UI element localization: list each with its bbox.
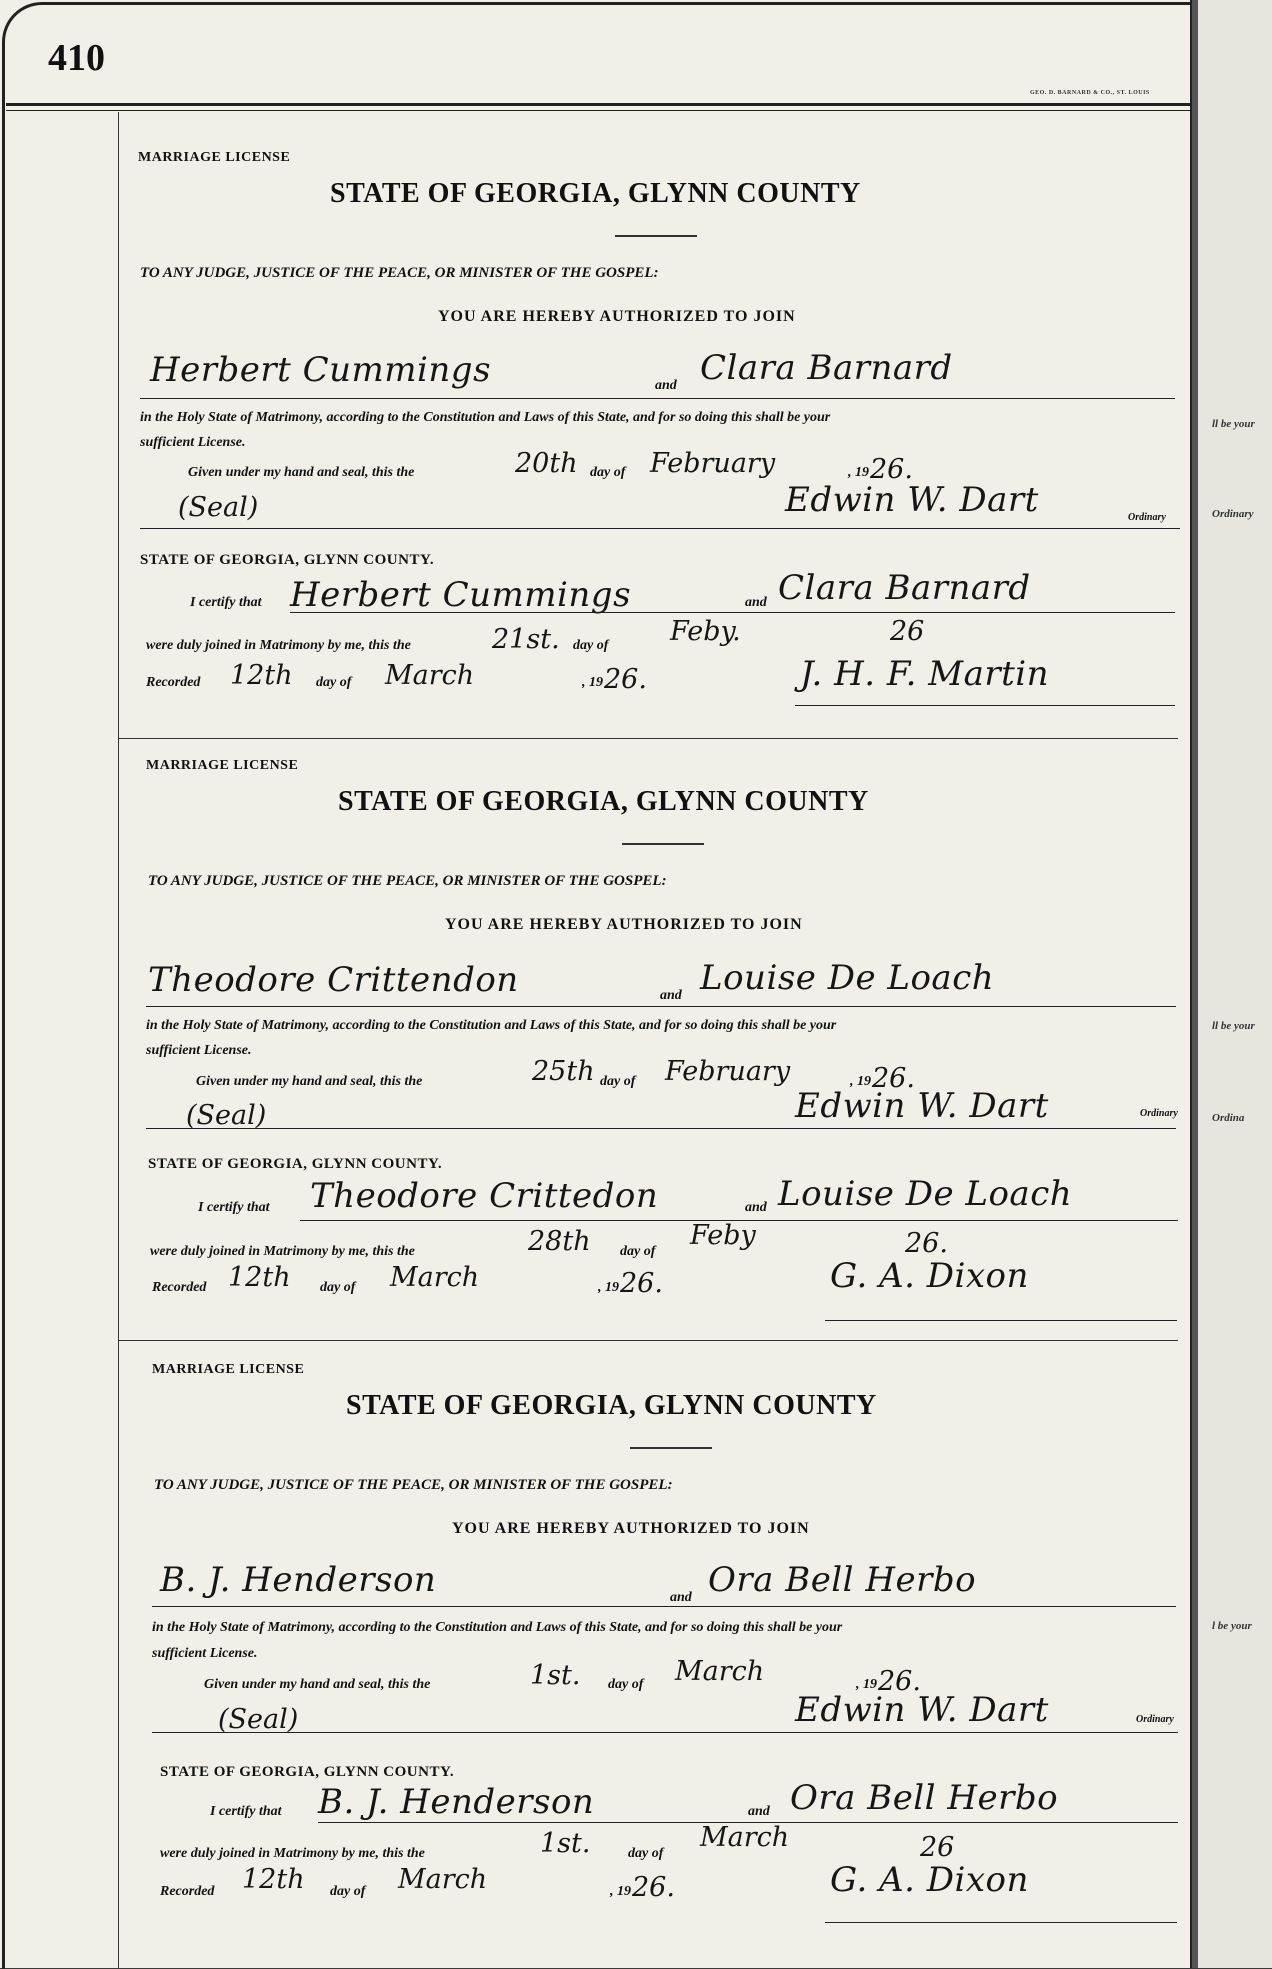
recorded-label: Recorded [152, 1280, 207, 1295]
license-year: 26. [870, 454, 913, 485]
bride-name: Clara Barnard [700, 348, 953, 388]
day-of-label: day of [608, 1677, 644, 1692]
margin-rule [118, 112, 119, 1968]
certify-label: I certify that [198, 1200, 270, 1215]
title-rule [630, 1447, 712, 1449]
header-rule [6, 103, 1192, 106]
title-rule [615, 235, 697, 237]
year-prefix: , 19 [598, 1280, 619, 1295]
married-day: 28th [528, 1226, 591, 1257]
officiant-rule [795, 705, 1175, 706]
officiant-signature: G. A. Dixon [830, 1860, 1029, 1900]
cert-bride-name: Clara Barnard [778, 568, 1031, 608]
recorded-label: Recorded [160, 1884, 215, 1899]
seal-mark: (Seal) [186, 1100, 267, 1131]
ordinary-rule [146, 1128, 1176, 1129]
cert-groom-name: B. J. Henderson [318, 1782, 595, 1822]
married-month: Feby [690, 1220, 756, 1251]
license-heading: MARRIAGE LICENSE [152, 1362, 305, 1377]
matrimony-text: in the Holy State of Matrimony, according to the Constitution and Laws of this State, and for so doing this shall be your [140, 410, 831, 425]
cert-bride-name: Louise De Loach [778, 1174, 1073, 1214]
cert-state: STATE OF GEORGIA, GLYNN COUNTY. [160, 1764, 455, 1780]
state-title: STATE OF GEORGIA, GLYNN COUNTY [338, 786, 869, 817]
recorded-year: 26. [620, 1268, 663, 1299]
recorded-month: March [385, 660, 475, 691]
groom-name: Theodore Crittendon [148, 960, 519, 1000]
license-month: February [665, 1056, 791, 1087]
header-rule-thin [6, 110, 1192, 111]
sufficient-license-text: sufficient License. [140, 435, 246, 450]
officiant-rule [825, 1320, 1177, 1321]
ordinary-rule [152, 1732, 1178, 1733]
and-label: and [660, 988, 682, 1003]
cert-state: STATE OF GEORGIA, GLYNN COUNTY. [140, 552, 435, 568]
license-day: 1st. [530, 1660, 581, 1691]
license-year: 26. [878, 1666, 921, 1697]
recorded-day: 12th [228, 1262, 291, 1293]
ordinary-signature: Edwin W. Dart [795, 1690, 1049, 1730]
year-prefix: , 19 [610, 1884, 631, 1899]
ordinary-label: Ordinary [1140, 1108, 1178, 1119]
license-year: 26. [872, 1063, 915, 1094]
recorded-day: 12th [242, 1864, 305, 1895]
recorded-month: March [390, 1262, 480, 1293]
right-page-fragment: Ordina [1212, 1112, 1245, 1124]
bride-name: Louise De Loach [700, 958, 995, 998]
right-page-fragment: Ordinary [1212, 508, 1254, 520]
ordinary-signature: Edwin W. Dart [785, 480, 1039, 520]
authorized-line: YOU ARE HEREBY AUTHORIZED TO JOIN [438, 308, 796, 325]
matrimony-text: in the Holy State of Matrimony, according to the Constitution and Laws of this State, and for so doing this shall be your [152, 1620, 843, 1635]
officiant-signature: G. A. Dixon [830, 1256, 1029, 1296]
addressee-line: TO ANY JUDGE, JUSTICE OF THE PEACE, OR MINISTER OF THE GOSPEL: [154, 1477, 673, 1493]
joined-text: were duly joined in Matrimony by me, this the [146, 638, 411, 653]
ledger-page-right-edge [1192, 0, 1272, 1968]
addressee-line: TO ANY JUDGE, JUSTICE OF THE PEACE, OR MINISTER OF THE GOSPEL: [140, 265, 659, 281]
cert-bride-name: Ora Bell Herbo [790, 1778, 1059, 1818]
and-label: and [670, 1590, 692, 1605]
license-month: March [675, 1656, 765, 1687]
year-prefix: , 19 [856, 1677, 877, 1692]
certify-label: I certify that [210, 1804, 282, 1819]
names-rule [140, 398, 1175, 399]
cert-groom-name: Herbert Cummings [290, 575, 632, 615]
title-rule [622, 843, 704, 845]
state-title: STATE OF GEORGIA, GLYNN COUNTY [346, 1390, 877, 1421]
right-page-fragment: ll be your [1212, 1020, 1255, 1032]
day-of-label: day of [320, 1280, 356, 1295]
authorized-line: YOU ARE HEREBY AUTHORIZED TO JOIN [445, 916, 803, 933]
ordinary-label: Ordinary [1136, 1714, 1174, 1725]
day-of-label: day of [628, 1846, 664, 1861]
ordinary-signature: Edwin W. Dart [795, 1086, 1049, 1126]
authorized-line: YOU ARE HEREBY AUTHORIZED TO JOIN [452, 1520, 810, 1537]
names-rule [146, 1006, 1176, 1007]
married-year: 26 [920, 1832, 955, 1863]
day-of-label: day of [590, 465, 626, 480]
given-text: Given under my hand and seal, this the [188, 465, 415, 480]
and-label: and [748, 1804, 770, 1819]
recorded-label: Recorded [146, 675, 201, 690]
license-day: 20th [515, 448, 578, 479]
married-month: March [700, 1822, 790, 1853]
recorded-day: 12th [230, 660, 293, 691]
year-prefix: , 19 [850, 1074, 871, 1089]
addressee-line: TO ANY JUDGE, JUSTICE OF THE PEACE, OR MINISTER OF THE GOSPEL: [148, 873, 667, 889]
groom-name: B. J. Henderson [160, 1560, 437, 1600]
state-title: STATE OF GEORGIA, GLYNN COUNTY [330, 178, 861, 209]
ordinary-rule [140, 528, 1180, 529]
seal-mark: (Seal) [218, 1704, 299, 1735]
day-of-label: day of [316, 675, 352, 690]
ordinary-label: Ordinary [1128, 512, 1166, 523]
license-heading: MARRIAGE LICENSE [138, 150, 291, 165]
page-number: 410 [48, 37, 105, 79]
printer-imprint: GEO. D. BARNARD & CO., ST. LOUIS [1030, 90, 1150, 96]
groom-name: Herbert Cummings [150, 350, 492, 390]
and-label: and [745, 595, 767, 610]
given-text: Given under my hand and seal, this the [196, 1074, 423, 1089]
recorded-month: March [398, 1864, 488, 1895]
sufficient-license-text: sufficient License. [146, 1043, 252, 1058]
names-rule [152, 1606, 1176, 1607]
year-prefix: , 19 [582, 675, 603, 690]
and-label: and [655, 378, 677, 393]
year-prefix: , 19 [848, 465, 869, 480]
married-day: 21st. [492, 624, 560, 655]
recorded-year: 26. [604, 664, 647, 695]
officiant-rule [825, 1922, 1177, 1923]
sufficient-license-text: sufficient License. [152, 1646, 258, 1661]
given-text: Given under my hand and seal, this the [204, 1677, 431, 1692]
married-year: 26 [890, 616, 925, 647]
right-page-fragment: l be your [1212, 1620, 1252, 1632]
officiant-signature: J. H. F. Martin [800, 654, 1050, 694]
day-of-label: day of [330, 1884, 366, 1899]
license-heading: MARRIAGE LICENSE [146, 758, 299, 773]
married-day: 1st. [540, 1828, 591, 1859]
joined-text: were duly joined in Matrimony by me, this the [150, 1244, 415, 1259]
license-month: February [650, 448, 776, 479]
cert-names-rule [290, 612, 1175, 613]
record-separator [118, 738, 1178, 739]
cert-groom-name: Theodore Crittedon [310, 1176, 659, 1216]
married-year: 26. [905, 1228, 948, 1259]
right-page-fragment: ll be your [1212, 418, 1255, 430]
day-of-label: day of [620, 1244, 656, 1259]
bride-name: Ora Bell Herbo [708, 1560, 977, 1600]
recorded-year: 26. [632, 1872, 675, 1903]
day-of-label: day of [600, 1074, 636, 1089]
day-of-label: day of [573, 638, 609, 653]
license-day: 25th [532, 1056, 595, 1087]
joined-text: were duly joined in Matrimony by me, this the [160, 1846, 425, 1861]
seal-mark: (Seal) [178, 492, 259, 523]
record-separator [118, 1340, 1178, 1341]
cert-state: STATE OF GEORGIA, GLYNN COUNTY. [148, 1156, 443, 1172]
married-month: Feby. [670, 616, 741, 647]
certify-label: I certify that [190, 595, 262, 610]
and-label: and [745, 1200, 767, 1215]
matrimony-text: in the Holy State of Matrimony, according to the Constitution and Laws of this State, and for so doing this shall be your [146, 1018, 837, 1033]
